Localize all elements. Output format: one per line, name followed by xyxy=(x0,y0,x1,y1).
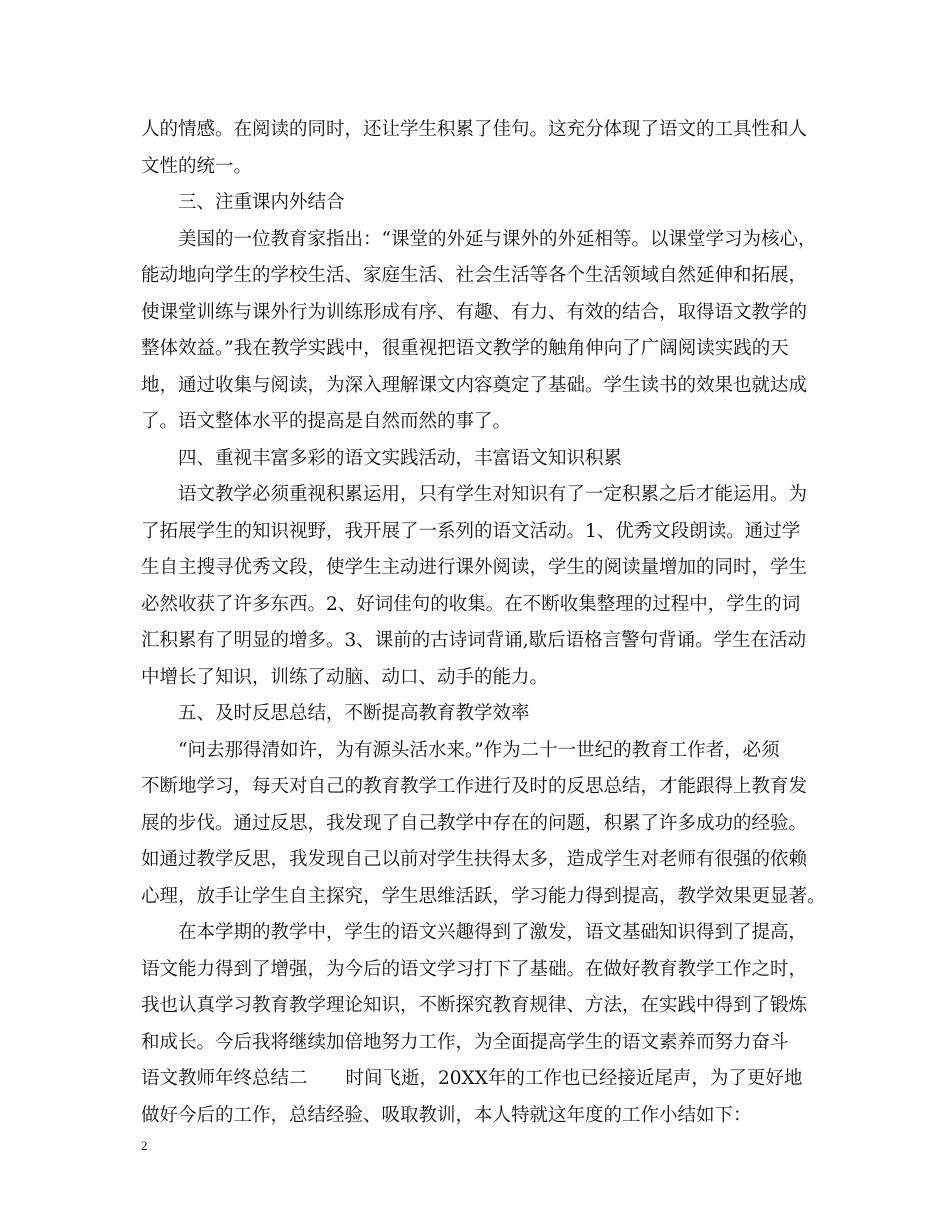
paragraph-line: 能动地向学生的学校生活、家庭生活、社会生活等各个生活领域自然延伸和拓展， xyxy=(141,265,808,286)
page-number: 2 xyxy=(141,1138,148,1153)
paragraph-line: 文性的统一。 xyxy=(141,155,253,177)
paragraph-line: 和成长。今后我将继续加倍地努力工作，为全面提高学生的语文素养而努力奋斗 xyxy=(141,1031,789,1053)
paragraph-first-line: 美国的一位教育家指出：“课堂的外延与课外的外延相等。以课堂学习为核心， xyxy=(178,228,817,250)
paragraph-line: 汇积累有了明显的增多。3、课前的古诗词背诵,歇后语格言警句背诵。学生在活动 xyxy=(141,630,807,651)
paragraph-line: 生自主搜寻优秀文段，使学生主动进行课外阅读，学生的阅读量增加的同时，学生 xyxy=(141,557,808,578)
paragraph-line: 中增长了知识，训练了动脑、动口、动手的能力。 xyxy=(141,666,549,688)
paragraph-line: 必然收获了许多东西。2、好词佳句的收集。在不断收集整理的过程中，学生的词 xyxy=(141,593,801,615)
paragraph-line: 不断地学习，每天对自己的教育教学工作进行及时的反思总结，才能跟得上教育发 xyxy=(141,776,808,797)
paragraph-line: 展的步伐。通过反思，我发现了自己教学中存在的问题，积累了许多成功的经验。 xyxy=(141,812,808,834)
paragraph-line: 使课堂训练与课外行为训练形成有序、有趣、有力、有效的结合，取得语文教学的 xyxy=(141,301,808,323)
paragraph-start: 时间飞逝，20XX年的工作也已经接近尾声，为了更好地 xyxy=(345,1068,803,1089)
paragraph-line: 整体效益。”我在教学实践中，很重视把语文教学的触角伸向了广阔阅读实践的天 xyxy=(141,338,789,359)
paragraph-line: 人的情感。在阅读的同时，还让学生积累了佳句。这充分体现了语文的工具性和人 xyxy=(141,119,808,140)
paragraph-first-line: 五、及时反思总结，不断提高教育教学效率 xyxy=(178,703,530,724)
paragraph-line: 做好今后的工作，总结经验、吸取教训，本人特就这年度的工作小结如下： xyxy=(141,1104,752,1126)
paragraph-line: 语文能力得到了增强，为今后的语文学习打下了基础。在做好教育教学工作之时， xyxy=(141,958,808,980)
paragraph-first-line: 在本学期的教学中，学生的语文兴趣得到了激发，语文基础知识得到了提高， xyxy=(178,922,808,943)
split-line xyxy=(141,1061,821,1098)
paragraph-first-line: “问去那得清如许，为有源头活水来。”作为二十一世纪的教育工作者，必须 xyxy=(178,739,780,761)
section-title: 语文教师年终总结二 xyxy=(141,1068,308,1089)
body-text xyxy=(141,112,826,1134)
paragraph-line: 了。语文整体水平的提高是自然而然的事了。 xyxy=(141,411,512,432)
paragraph-line: 如通过教学反思，我发现自己以前对学生扶得太多，造成学生对老师有很强的依赖 xyxy=(141,849,808,870)
paragraph-first-line: 四、重视丰富多彩的语文实践活动，丰富语文知识积累 xyxy=(178,447,623,469)
paragraph-line: 我也认真学习教育教学理论知识，不断探究教育规律、方法，在实践中得到了锻炼 xyxy=(141,995,808,1016)
paragraph-line: 地，通过收集与阅读，为深入理解课文内容奠定了基础。学生读书的效果也就达成 xyxy=(141,374,808,396)
paragraph-first-line: 三、注重课内外结合 xyxy=(178,192,345,213)
paragraph-line: 心理，放手让学生自主探究，学生思维活跃，学习能力得到提高，教学效果更显著。 xyxy=(141,885,826,907)
paragraph-line: 了拓展学生的知识视野，我开展了一系列的语文活动。1、优秀文段朗读。通过学 xyxy=(141,520,801,542)
paragraph-first-line: 语文教学必须重视积累运用，只有学生对知识有了一定积累之后才能运用。为 xyxy=(178,484,808,505)
